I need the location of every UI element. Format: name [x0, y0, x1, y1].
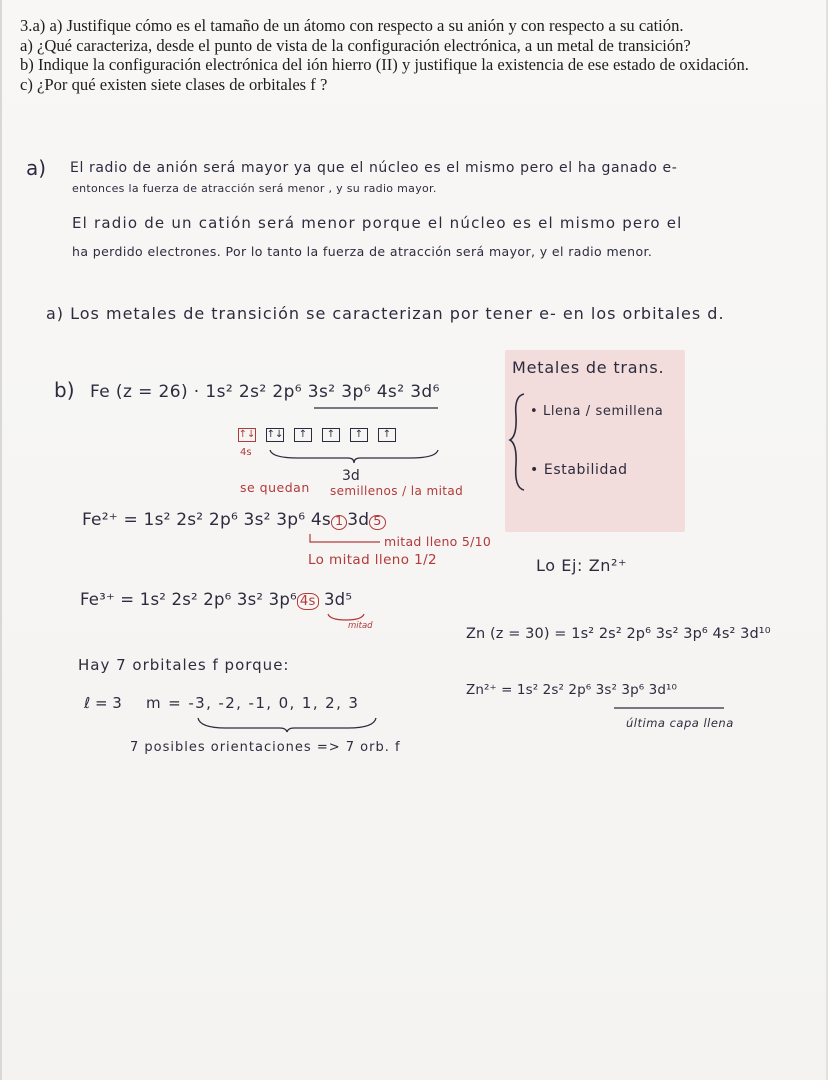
answer-a2-text: a) Los metales de transición se caracterizan por tener e- en los orbitales d. [46, 304, 725, 323]
fe2-note-1: mitad lleno 5/10 [384, 534, 492, 549]
orbital-diagram [238, 428, 396, 442]
zn-config: Zn (z = 30) = 1s² 2s² 2p⁶ 3s² 3p⁶ 4s² 3d¹⁰ [466, 626, 771, 642]
fe-config: Fe (z = 26) · 1s² 2s² 2p⁶ 3s² 3p⁶ 4s² 3d⁶ [90, 382, 440, 402]
note-brace [508, 392, 528, 492]
answer-c-m-values: m = -3, -2, -1, 0, 1, 2, 3 [146, 694, 360, 712]
orbital-3d-box: ↑ [294, 428, 312, 442]
fe2-arrow [300, 534, 390, 554]
question-line-3: b) Indique la configuración electrónica del ión hierro (II) y justifique la existencia de ese estado de oxidación. [20, 55, 749, 74]
fe3-note: mitad [348, 621, 373, 631]
note-item-1: • Llena / semillena [530, 404, 664, 419]
zn2-config: Zn²⁺ = 1s² 2s² 2p⁶ 3s² 3p⁶ 3d¹⁰ [466, 682, 678, 698]
fe2-config-text: Fe²⁺ = 1s² 2s² 2p⁶ 3s² 3p⁶ 4s [82, 510, 331, 530]
fe2-note-2: Lo mitad lleno 1/2 [308, 552, 438, 568]
question-line-1: 3.a) a) Justifique cómo es el tamaño de un átomo con respecto a su anión y con respecto a su catión. [20, 16, 684, 35]
fe2-4s-circle: 1 [331, 515, 347, 530]
orbital-4s-box: ↑↓ [238, 429, 256, 440]
answer-c-conclusion: 7 posibles orientaciones => 7 orb. f [130, 740, 401, 755]
fe3-config-text: Fe³⁺ = 1s² 2s² 2p⁶ 3s² 3p⁶ [80, 590, 297, 609]
answer-c-l-value: ℓ = 3 [84, 694, 122, 712]
page-edge-left [0, 0, 2, 1080]
orbital-3d-box: ↑ [322, 428, 340, 442]
question-line-2: a) ¿Qué caracteriza, desde el punto de vista de la configuración electrónica, a un metal de transición? [20, 35, 691, 55]
answer-a1-label: a) [26, 156, 47, 180]
semillenos-note: semillenos / la mitad [330, 484, 464, 498]
answer-a1-line-3: El radio de un catión será menor porque el núcleo es el mismo pero el [72, 214, 683, 232]
fe3-4s-crossed: 4s [297, 593, 319, 610]
orbital-3d-box: ↑ [378, 428, 396, 442]
question-line-4: c) ¿Por qué existen siete clases de orbitales f ? [20, 74, 328, 94]
printed-question [20, 16, 810, 94]
orbital-3d-box: ↑ [350, 428, 368, 442]
answer-a1-line-2: entonces la fuerza de atracción será menor , y su radio mayor. [72, 182, 437, 195]
answer-c-line-1: Hay 7 orbitales f porque: [78, 656, 290, 674]
fe2-3d-circle: 5 [369, 515, 385, 530]
fe-config-underline [312, 405, 442, 411]
fe3-3d-text: 3d⁵ [323, 590, 353, 609]
sticky-note [505, 350, 685, 532]
answer-b-label: b) [54, 378, 75, 402]
m-values-brace [196, 716, 378, 734]
fe2-3d-text: 3d [347, 510, 370, 530]
fe3-config [80, 590, 352, 609]
zn-reference: Lo Ej: Zn²⁺ [536, 556, 628, 575]
remain-note: se quedan [240, 480, 310, 495]
zn2-underline [612, 704, 728, 712]
answer-a1-line-4: ha perdido electrones. Por lo tanto la fuerza de atracción será mayor, y el radio menor. [72, 244, 653, 259]
note-item-2: • Estabilidad [530, 462, 628, 478]
label-4s: 4s [240, 447, 252, 458]
3d-brace [268, 448, 440, 464]
answer-a1-line-1: El radio de anión será mayor ya que el núcleo es el mismo pero el ha ganado e- [70, 160, 678, 176]
zn2-note: última capa llena [626, 716, 734, 730]
note-title: Metales de trans. [512, 358, 665, 377]
fe2-config [82, 510, 386, 530]
orbital-3d-box: ↑↓ [266, 429, 284, 440]
label-3d: 3d [342, 468, 360, 484]
